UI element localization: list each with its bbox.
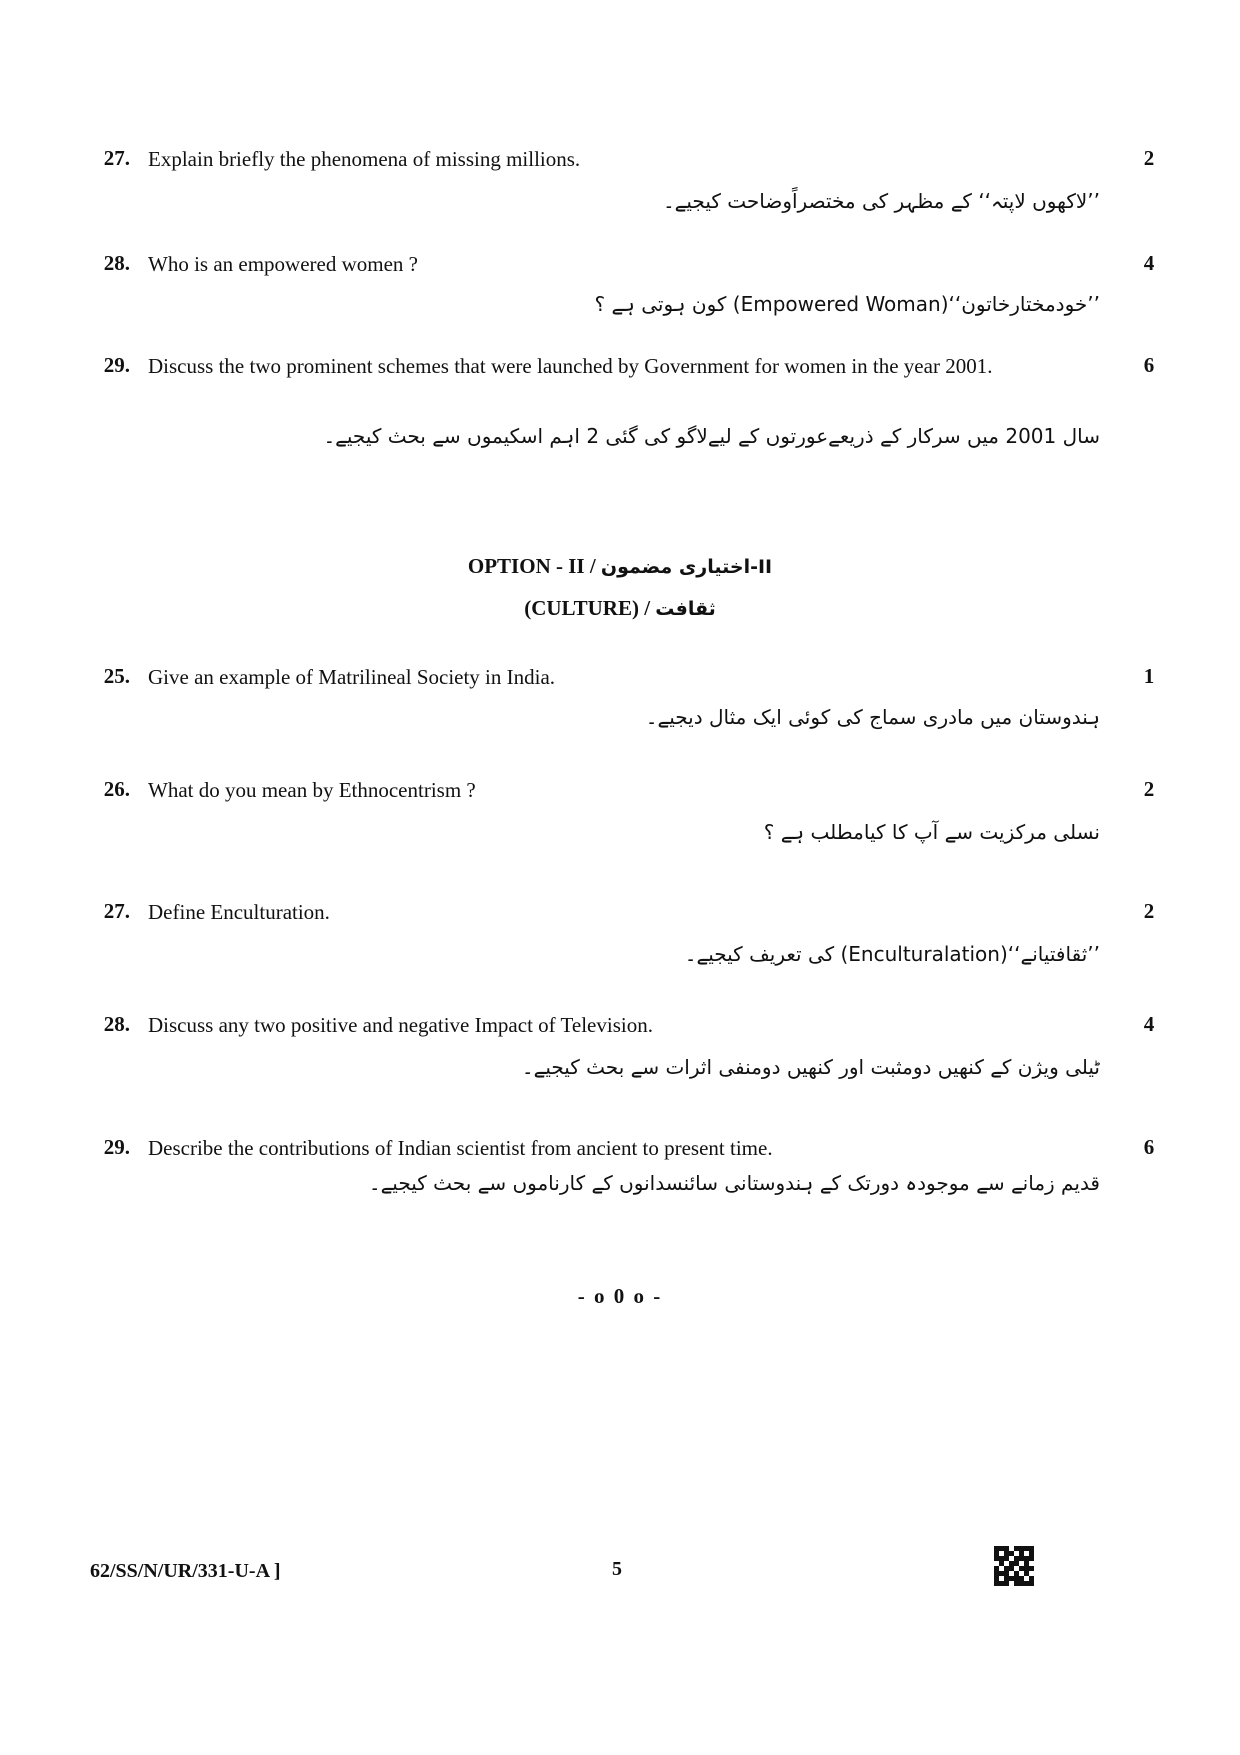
question-number: 26. — [103, 777, 130, 801]
paper-code: 62/SS/N/UR/331-U-A ] — [90, 1560, 281, 1582]
question-marks: 4 — [1143, 1012, 1155, 1036]
culture-label-urdu: ثقافت — [655, 598, 716, 620]
question-number: 28. — [103, 251, 130, 275]
question-text: Discuss the two prominent schemes that were launched by Government for women in the year 2001. — [148, 354, 993, 378]
question-text: Define Enculturation. — [148, 900, 330, 924]
question-number: 27. — [103, 899, 130, 923]
question-marks: 4 — [1143, 251, 1155, 275]
question-number: 29. — [103, 1135, 130, 1159]
question-marks: 2 — [1143, 777, 1155, 801]
section-heading-culture — [0, 596, 1240, 621]
question-number: 25. — [103, 664, 130, 688]
question-text: Give an example of Matrilineal Society in India. — [148, 665, 556, 689]
question-text: Discuss any two positive and negative Impact of Television. — [148, 1013, 653, 1037]
question-text: Who is an empowered women ? — [148, 252, 418, 276]
qr-code-icon — [994, 1546, 1034, 1586]
question-urdu: قدیم زمانے سے موجودہ دورتک کے ہندوستانی سائنسدانوں کے کارناموں سے بحث کیجیے۔ — [368, 1171, 1100, 1195]
question-urdu: سال 2001 میں سرکار کے ذریعےعورتوں کے لیےلاگو کی گئی 2 اہم اسکیموں سے بحث کیجیے۔ — [323, 424, 1100, 448]
question-number: 29. — [103, 353, 130, 377]
question-marks: 1 — [1143, 664, 1155, 688]
question-urdu: ’’خودمختارخاتون‘‘(Empowered Woman) کون ہوتی ہے ؟ — [594, 292, 1100, 316]
question-urdu: ’’لاکھوں لاپتہ‘‘ کے مظہر کی مختصراًوضاحت کیجیے۔ — [662, 189, 1100, 213]
question-marks: 6 — [1143, 1135, 1155, 1159]
option-label-urdu: اختیاری مضمون-II — [600, 556, 773, 578]
page-number: 5 — [612, 1558, 622, 1580]
question-number: 27. — [103, 146, 130, 170]
question-marks: 2 — [1143, 899, 1155, 923]
question-urdu: ٹیلی ویژن کے کنھیں دومثبت اور کنھیں دومنفی اثرات سے بحث کیجیے۔ — [521, 1055, 1100, 1079]
question-urdu: ہندوستان میں مادری سماج کی کوئی ایک مثال دیجیے۔ — [645, 705, 1100, 729]
question-marks: 6 — [1143, 353, 1155, 377]
question-urdu: نسلی مرکزیت سے آپ کا کیامطلب ہے ؟ — [763, 820, 1100, 844]
question-text: What do you mean by Ethnocentrism ? — [148, 778, 476, 802]
section-heading-option — [0, 554, 1240, 579]
end-marker: - o 0 o - — [577, 1284, 663, 1308]
question-number: 28. — [103, 1012, 130, 1036]
question-text: Describe the contributions of Indian scientist from ancient to present time. — [148, 1136, 773, 1160]
question-marks: 2 — [1143, 146, 1155, 170]
question-urdu: ’’ثقافتیانے‘‘(Enculturalation) کی تعریف کیجیے۔ — [684, 942, 1100, 966]
option-label: OPTION - II / — [467, 554, 596, 578]
question-text: Explain briefly the phenomena of missing millions. — [148, 147, 581, 171]
culture-label: (CULTURE) / — [524, 596, 651, 620]
